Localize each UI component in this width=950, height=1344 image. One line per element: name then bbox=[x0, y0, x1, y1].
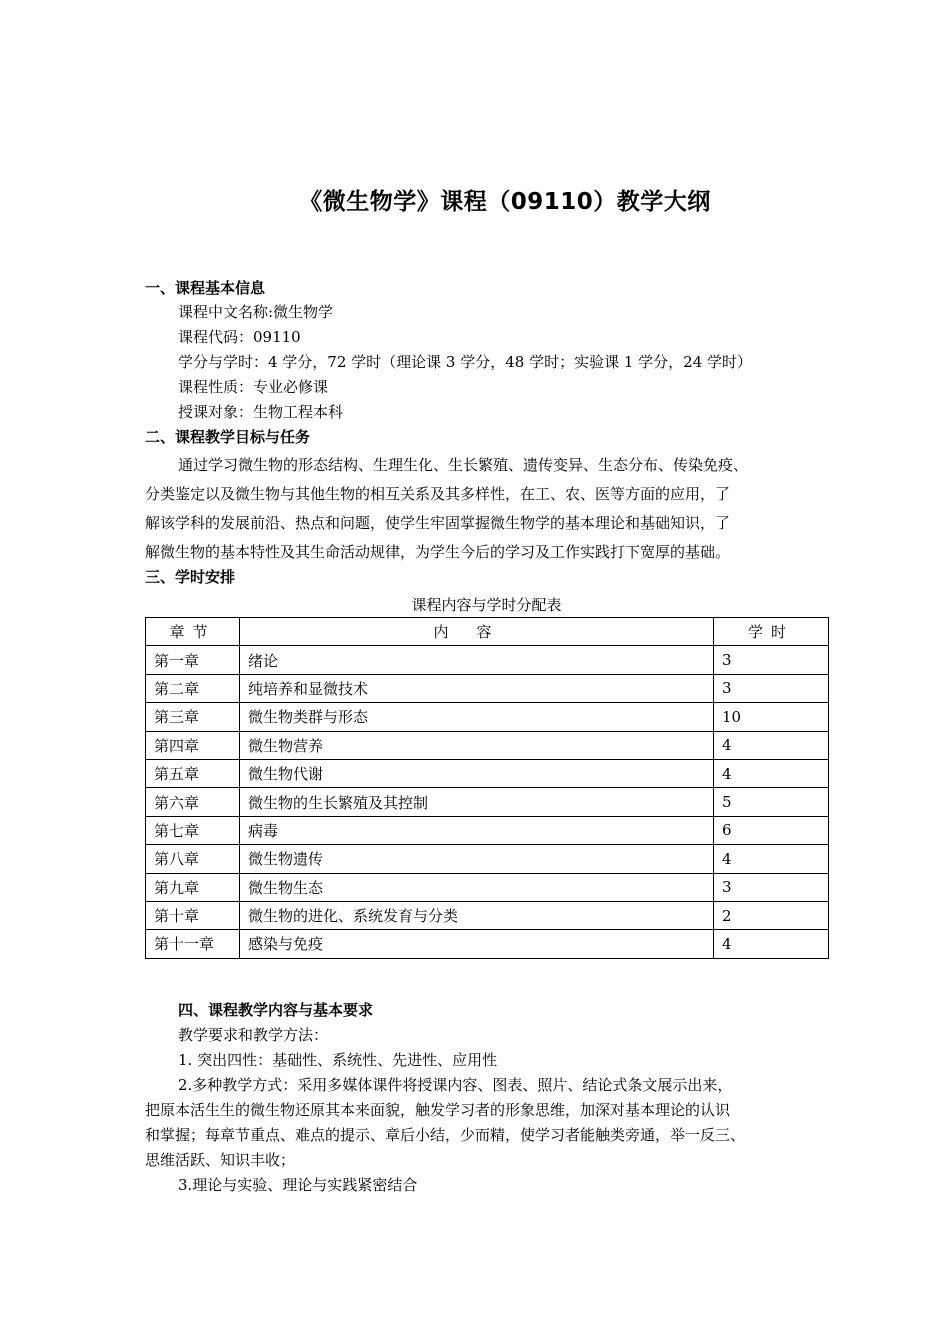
row-chapter: 第九章 bbox=[146, 873, 240, 901]
row-content: 微生物生态 bbox=[240, 873, 714, 901]
section3-heading: 三、学时安排 bbox=[145, 568, 236, 586]
objectives-line-1: 通过学习微生物的形态结构、生理生化、生长繁殖、遗传变异、生态分布、传染免疫、 bbox=[178, 456, 749, 474]
row-chapter: 第二章 bbox=[146, 674, 240, 702]
course-name-line: 课程中文名称:微生物学 bbox=[178, 303, 334, 321]
credits-hours-line: 学分与学时：4 学分，72 学时（理论课 3 学分，48 学时；实验课 1 学分，24 学时） bbox=[178, 353, 753, 371]
row-hours: 5 bbox=[714, 788, 829, 816]
objectives-line-3: 解该学科的发展前沿、热点和问题，使学生牢固掌握微生物学的基本理论和基础知识，了 bbox=[145, 514, 731, 532]
table-row bbox=[146, 873, 829, 901]
row-hours: 3 bbox=[714, 873, 829, 901]
row-hours: 3 bbox=[714, 674, 829, 702]
method-item-2-line-3: 和掌握；每章节重点、难点的提示、章后小结，少而精，使学习者能触类旁通，举一反三、 bbox=[145, 1126, 746, 1144]
objectives-line-4: 解微生物的基本特性及其生命活动规律，为学生今后的学习及工作实践打下宽厚的基础。 bbox=[145, 543, 731, 561]
teaching-methods-label: 教学要求和教学方法： bbox=[178, 1026, 329, 1044]
section2-heading: 二、课程教学目标与任务 bbox=[145, 428, 311, 446]
header-chapter: 章节 bbox=[146, 618, 240, 646]
row-chapter: 第一章 bbox=[146, 646, 240, 674]
table-row bbox=[146, 674, 829, 702]
row-chapter: 第十章 bbox=[146, 901, 240, 929]
row-hours: 4 bbox=[714, 759, 829, 787]
table-row bbox=[146, 731, 829, 759]
row-content: 微生物类群与形态 bbox=[240, 703, 714, 731]
row-chapter: 第八章 bbox=[146, 845, 240, 873]
method-item-2-line-4: 思维活跃、知识丰收； bbox=[145, 1151, 296, 1169]
row-chapter: 第六章 bbox=[146, 788, 240, 816]
header-content: 内容 bbox=[240, 618, 714, 646]
objectives-line-2: 分类鉴定以及微生物与其他生物的相互关系及其多样性，在工、农、医等方面的应用，了 bbox=[145, 485, 731, 503]
method-item-1: 1. 突出四性：基础性、系统性、先进性、应用性 bbox=[178, 1051, 498, 1069]
table-header-row bbox=[146, 618, 829, 646]
row-hours: 4 bbox=[714, 845, 829, 873]
table-row bbox=[146, 788, 829, 816]
method-item-2-line-1: 2.多种教学方式：采用多媒体课件将授课内容、图表、照片、结论式条文展示出来， bbox=[178, 1076, 733, 1094]
row-hours: 3 bbox=[714, 646, 829, 674]
section1-heading: 一、课程基本信息 bbox=[145, 279, 266, 297]
course-code-line: 课程代码：09110 bbox=[178, 328, 301, 346]
method-item-3: 3.理论与实验、理论与实践紧密结合 bbox=[178, 1176, 418, 1194]
schedule-table bbox=[145, 617, 829, 959]
row-content: 微生物遗传 bbox=[240, 845, 714, 873]
row-hours: 6 bbox=[714, 816, 829, 844]
section4-heading: 四、课程教学内容与基本要求 bbox=[178, 1001, 374, 1019]
row-hours: 10 bbox=[714, 703, 829, 731]
course-nature-line: 课程性质：专业必修课 bbox=[178, 378, 329, 396]
row-content: 病毒 bbox=[240, 816, 714, 844]
method-item-2-line-2: 把原本活生生的微生物还原其本来面貌，触发学习者的形象思维，加深对基本理论的认识 bbox=[145, 1101, 731, 1119]
row-chapter: 第四章 bbox=[146, 731, 240, 759]
table-caption: 课程内容与学时分配表 bbox=[411, 596, 562, 614]
row-hours: 4 bbox=[714, 930, 829, 958]
audience-line: 授课对象：生物工程本科 bbox=[178, 403, 344, 421]
table-row bbox=[146, 930, 829, 958]
row-hours: 2 bbox=[714, 901, 829, 929]
table-row bbox=[146, 816, 829, 844]
row-chapter: 第十一章 bbox=[146, 930, 240, 958]
row-content: 微生物的生长繁殖及其控制 bbox=[240, 788, 714, 816]
row-content: 绪论 bbox=[240, 646, 714, 674]
row-chapter: 第三章 bbox=[146, 703, 240, 731]
row-content: 微生物营养 bbox=[240, 731, 714, 759]
row-content: 微生物的进化、系统发育与分类 bbox=[240, 901, 714, 929]
document-title: 《微生物学》课程（09110）教学大纲 bbox=[299, 189, 711, 215]
table-row bbox=[146, 703, 829, 731]
table-row bbox=[146, 845, 829, 873]
row-content: 纯培养和显微技术 bbox=[240, 674, 714, 702]
row-content: 微生物代谢 bbox=[240, 759, 714, 787]
header-hours: 学时 bbox=[714, 618, 829, 646]
table-row bbox=[146, 646, 829, 674]
table-row bbox=[146, 901, 829, 929]
row-chapter: 第七章 bbox=[146, 816, 240, 844]
table-row bbox=[146, 759, 829, 787]
row-chapter: 第五章 bbox=[146, 759, 240, 787]
row-hours: 4 bbox=[714, 731, 829, 759]
row-content: 感染与免疫 bbox=[240, 930, 714, 958]
